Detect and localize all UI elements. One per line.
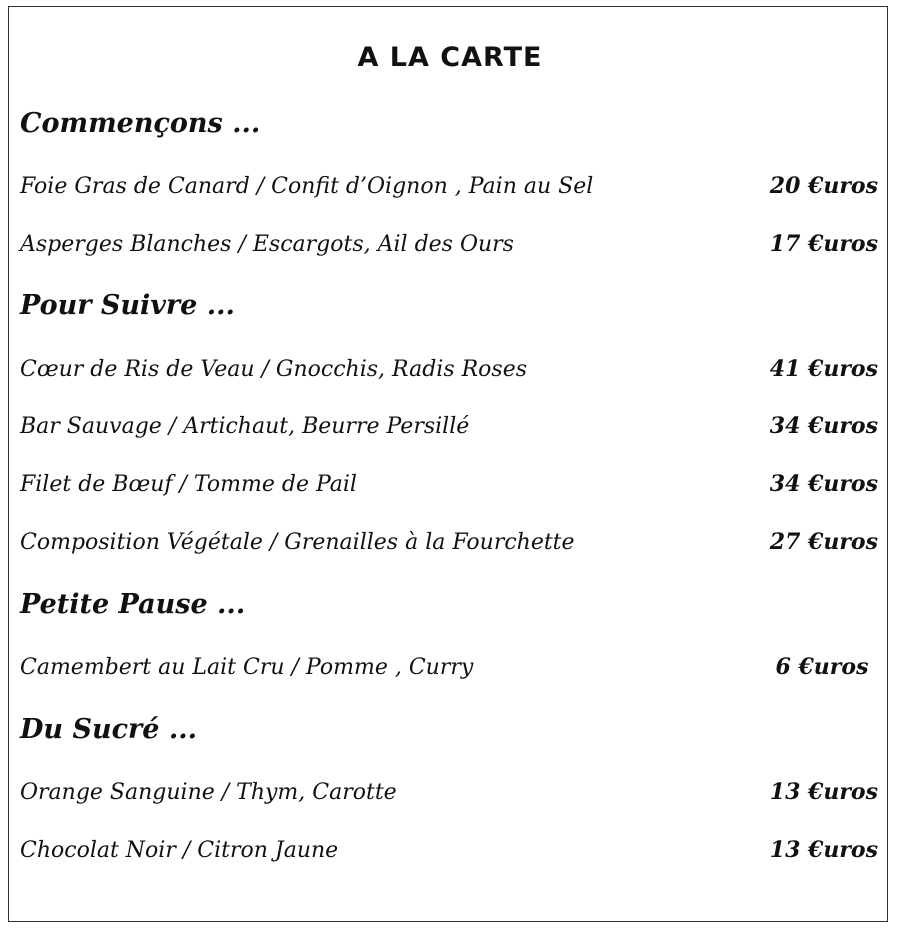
menu-item-row	[20, 231, 878, 263]
menu-title: A LA CARTE	[357, 42, 543, 73]
menu-item-row	[20, 529, 878, 561]
section-heading-starters: Commençons ...	[20, 108, 261, 139]
menu-item-row	[20, 471, 878, 503]
dish-name: Chocolat Noir / Citron Jaune	[20, 838, 339, 863]
dish-price: 34 €uros	[769, 413, 878, 439]
menu-item-row	[20, 413, 878, 445]
dish-price: 13 €uros	[769, 837, 878, 863]
section-heading-cheese: Petite Pause ...	[20, 589, 246, 620]
dish-name: Camembert au Lait Cru / Pomme , Curry	[20, 655, 474, 680]
dish-name: Bar Sauvage / Artichaut, Beurre Persillé	[20, 414, 470, 439]
dish-name: Asperges Blanches / Escargots, Ail des Ours	[20, 232, 514, 257]
dish-price: 17 €uros	[769, 231, 878, 257]
dish-name: Cœur de Ris de Veau / Gnocchis, Radis Roses	[20, 357, 528, 382]
dish-price: 34 €uros	[769, 471, 878, 497]
dish-price: 13 €uros	[769, 779, 878, 805]
section-heading-mains: Pour Suivre ...	[20, 290, 235, 321]
dish-name: Composition Végétale / Grenailles à la Fourchette	[20, 530, 575, 555]
dish-price: 41 €uros	[769, 356, 878, 382]
section-heading-desserts: Du Sucré ...	[20, 714, 198, 745]
dish-name: Filet de Bœuf / Tomme de Pail	[20, 472, 357, 497]
menu-item-row	[20, 837, 878, 869]
menu-item-row	[20, 654, 878, 686]
dish-name: Foie Gras de Canard / Confit d’Oignon , Pain au Sel	[20, 174, 594, 199]
dish-price: 27 €uros	[769, 529, 878, 555]
dish-price: 6 €uros	[775, 654, 869, 680]
dish-price: 20 €uros	[769, 173, 878, 199]
menu-item-row	[20, 356, 878, 388]
dish-name: Orange Sanguine / Thym, Carotte	[20, 780, 397, 805]
menu-item-row	[20, 173, 878, 205]
menu-item-row	[20, 779, 878, 811]
